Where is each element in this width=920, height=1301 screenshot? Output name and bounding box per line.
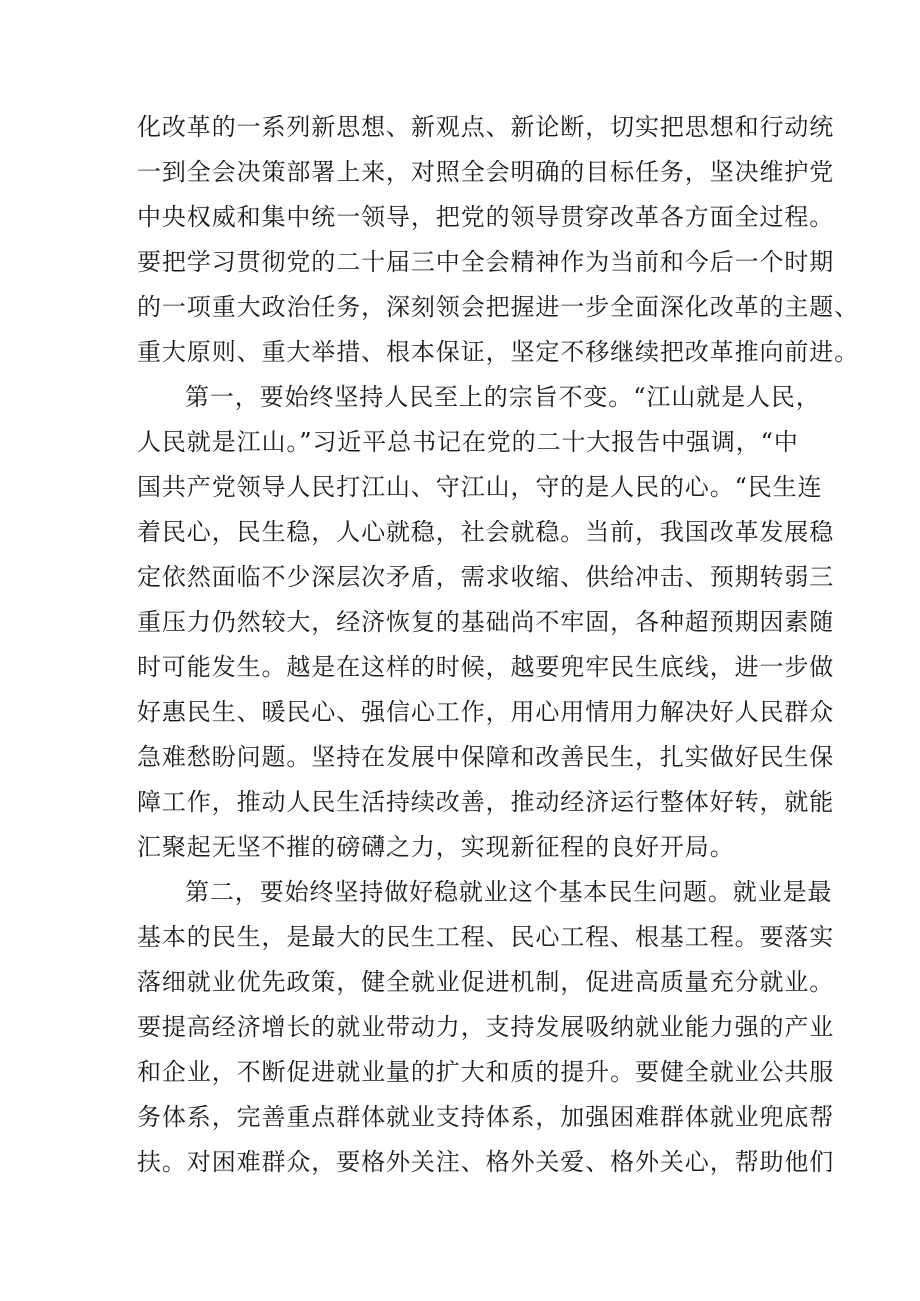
text-line: 基本的民生，是最大的民生工程、民心工程、根基工程。要落实 (137, 923, 835, 951)
paragraph-first-line: 第二，要始终坚持做好稳就业这个基本民生问题。就业是最 (185, 878, 833, 906)
text-line: 国共产党领导人民打江山、守江山，守的是人民的心。“民生连 (137, 473, 823, 501)
text-line: 要提高经济增长的就业带动力，支持发展吸纳就业能力强的产业 (137, 1013, 835, 1041)
text-line: 一到全会决策部署上来，对照全会明确的目标任务，坚决维护党 (137, 158, 835, 186)
text-line: 时可能发生。越是在这样的时候，越要兜牢民生底线，进一步做 (137, 653, 835, 681)
text-line: 要把学习贯彻党的二十届三中全会精神作为当前和今后一个时期 (137, 248, 835, 276)
text-line: 急难愁盼问题。坚持在发展中保障和改善民生，扎实做好民生保 (137, 743, 835, 771)
text-line: 的一项重大政治任务，深刻领会把握进一步全面深化改革的主题、 (137, 293, 860, 321)
text-line: 好惠民生、暖民心、强信心工作，用心用情用力解决好人民群众 (137, 698, 835, 726)
body-text (137, 105, 860, 1185)
text-line: 障工作，推动人民生活持续改善，推动经济运行整体好转，就能 (137, 788, 835, 816)
text-line: 落细就业优先政策，健全就业促进机制，促进高质量充分就业。 (137, 968, 835, 996)
text-line: 定依然面临不少深层次矛盾，需求收缩、供给冲击、预期转弱三 (137, 563, 835, 591)
text-line: 和企业，不断促进就业量的扩大和质的提升。要健全就业公共服 (137, 1058, 835, 1086)
text-line: 务体系，完善重点群体就业支持体系，加强困难群体就业兜底帮 (137, 1103, 835, 1131)
paragraph-last-line: 汇聚起无坚不摧的磅礴之力，实现新征程的良好开局。 (137, 833, 735, 861)
text-line: 化改革的一系列新思想、新观点、新论断，切实把思想和行动统 (137, 113, 835, 141)
text-line: 着民心，民生稳，人心就稳，社会就稳。当前，我国改革发展稳 (137, 518, 835, 546)
paragraph-first-line: 第一，要始终坚持人民至上的宗旨不变。“江山就是人民， (185, 383, 821, 411)
text-line: 人民就是江山。”习近平总书记在党的二十大报告中强调，“中 (137, 428, 799, 456)
text-line: 扶。对困难群众，要格外关注、格外关爱、格外关心，帮助他们 (137, 1148, 835, 1176)
text-line: 重压力仍然较大，经济恢复的基础尚不牢固，各种超预期因素随 (137, 608, 835, 636)
text-line: 重大原则、重大举措、根本保证，坚定不移继续把改革推向前进。 (137, 338, 860, 366)
text-line: 中央权威和集中统一领导，把党的领导贯穿改革各方面全过程。 (137, 203, 835, 231)
